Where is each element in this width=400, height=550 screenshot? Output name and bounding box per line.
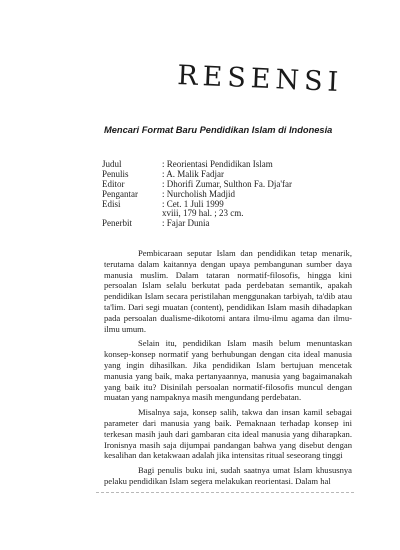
paragraph-text: Misalnya saja, konsep salih, takwa dan insan kamil sebagai parameter dari manusia yang baik. Pemaknaan terhadap konsep ini terkesan masih jauh dari gambaran cita ideal manusia yang diharapkan. Ironisnya masih saja dijumpai pandangan bahwa yang disebut dengan kesalihan dan ketakwaan adalah jika intensitas ritual seseorang tinggi xyxy=(104,407,352,461)
meta-label: Penerbit xyxy=(102,218,132,229)
meta-label: Judul xyxy=(102,159,122,169)
paragraph xyxy=(104,465,352,487)
review-body xyxy=(104,248,352,491)
paragraph-text: Selain itu, pendidikan Islam masih belum menuntaskan konsep-konsep normatif yang berhubungan dengan cita ideal manusia yang ingin dihasilkan. Jika pendidikan Islam bertujuan mencetak manusia yang baik, maka pertanyaannya, manusia yang bagaimanakah yang baik itu? Disinilah persoalan normatif-filosofis muncul dengan muatan yang nampaknya masih mengundang perdebatan. xyxy=(104,338,352,403)
meta-label: Penulis xyxy=(102,168,129,179)
meta-value: : Cet. 1 Juli 1999 xyxy=(162,198,224,209)
meta-value: : Dhorifi Zumar, Sulthon Fa. Dja'far xyxy=(162,178,292,189)
paragraph-text: Pembicaraan seputar Islam dan pendidikan tetap menarik, terutama dalam kaitannya dengan upaya pembangunan sumber daya manusia muslim. Dalam tataran normatif-filosofis, hingga kini persoalan Islam selalu berkutat pada perdebatan semantik, apakah pendidikan Islam secara peristilahan menggunakan tarbiyah, ta'dib atau ta'lim. Dari segi muatan (content), pendidikan Islam masih dihadapkan pada persoalan dualisme-dikotomi antara ilmu-ilmu agama dan ilmu-ilmu umum. xyxy=(104,248,352,334)
meta-value: : Fajar Dunia xyxy=(162,218,210,229)
meta-label: Editor xyxy=(102,178,125,189)
paragraph xyxy=(104,338,352,403)
page-heading: RESENSI xyxy=(176,60,344,99)
meta-value: : Reorientasi Pendidikan Islam xyxy=(162,159,273,169)
meta-value: xviii, 179 hal. ; 23 cm. xyxy=(162,208,244,219)
paragraph xyxy=(104,407,352,461)
meta-value: : A. Malik Fadjar xyxy=(162,168,224,179)
meta-label: Edisi xyxy=(102,198,121,209)
paragraph xyxy=(104,248,352,334)
meta-label: Pengantar xyxy=(102,188,138,199)
article-subtitle: Mencari Format Baru Pendidikan Islam di Indonesia xyxy=(104,125,333,135)
footer-divider xyxy=(96,492,354,493)
meta-value: : Nurcholish Madjid xyxy=(162,188,235,199)
paragraph-text: Bagi penulis buku ini, sudah saatnya umat Islam khususnya pelaku pendidikan Islam segera melakukan reorientasi. Dalam hal xyxy=(104,465,352,486)
